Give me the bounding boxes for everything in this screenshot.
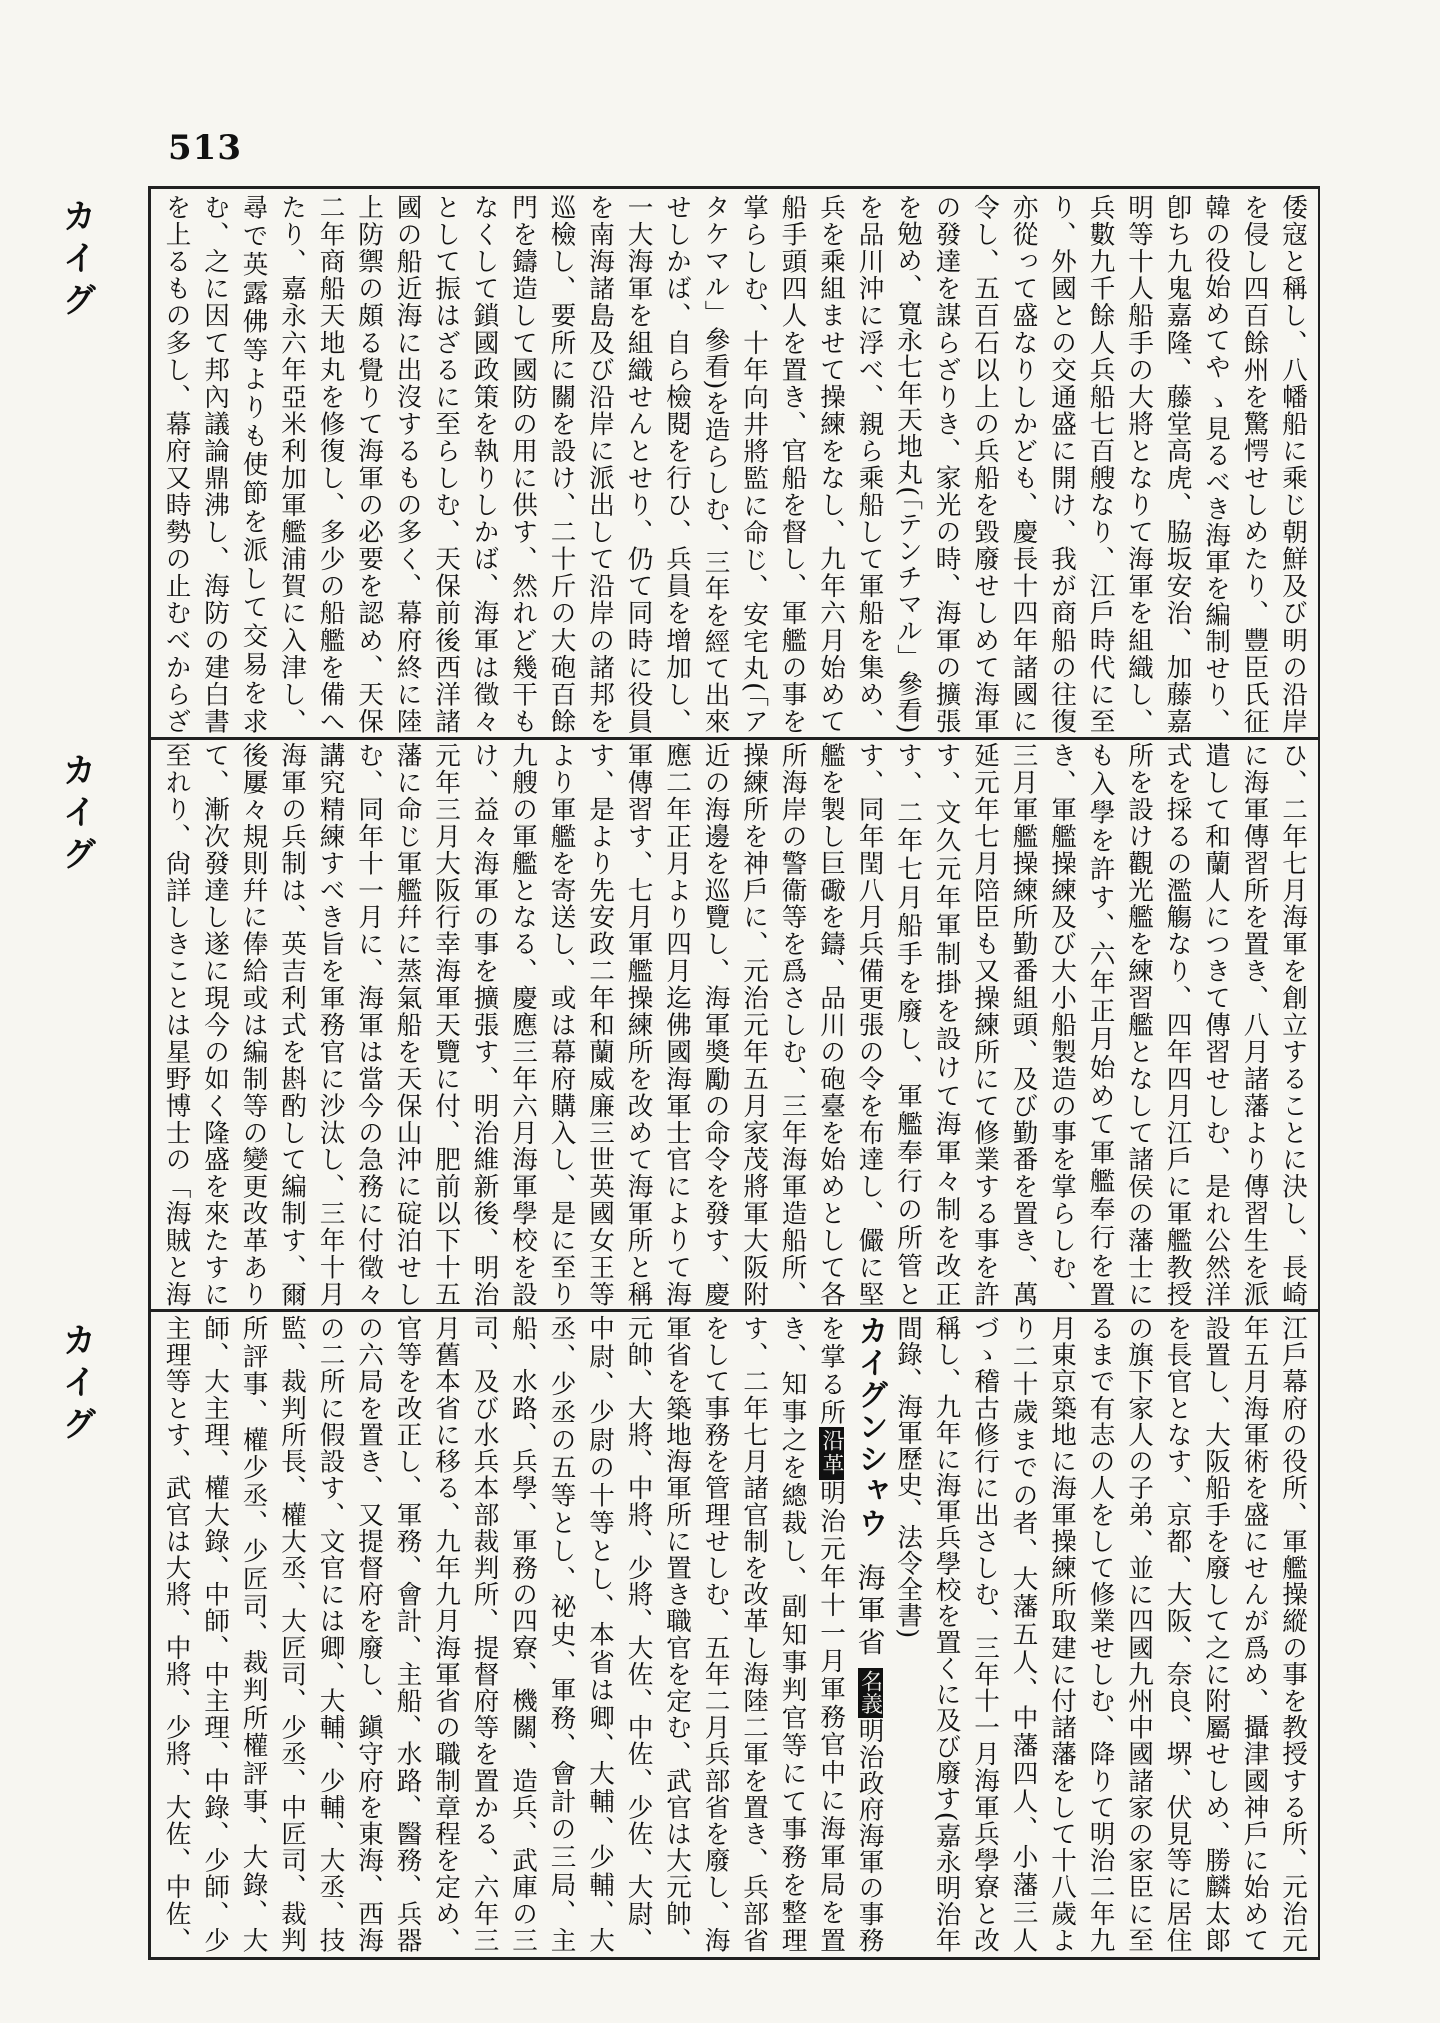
section-divider-1 <box>150 737 1320 740</box>
entry-heading-kanji: 海軍省 <box>853 1563 887 1660</box>
page-number: 513 <box>168 128 242 168</box>
body-text: ひ、二年七月海軍を創立することに決し、長崎に海軍傳習所を置き、八月諸藩より傳習生を派遣して和蘭人につきて傳習せしむ、是れ公然洋式を採るの濫觴なり、四年四月江戶に軍艦教授所を設け觀光艦を練習艦となして諸侯の藩士にも入學を許す、六年正月始めて軍艦奉行を置き、軍艦操練及び大小船製造の事を掌らしむ、三月軍艦操練所勤番組頭、及び勤番を置き、萬延元年七月陪臣も又操練所にて修業する事を許す、文久元年軍制掛を設けて海軍々制を改正す、二年七月船手を廢し、軍艦奉行の所管とす、同年閏八月兵備更張の令を布達し、儼に堅艦を製し巨礮を鑄、品川の砲臺を始めとして各所海岸の警衞等を爲さしむ、三年海軍造船所、操練所を神戶に、元治元年五月家茂將軍大阪附近の海邊を巡覽し、海軍奬勵の命令を發す、慶應二年正月より四月迄佛國海軍士官によりて海軍傳習す、七月軍艦操練所を改めて海軍所と稱す、是より先安政二年和蘭威廉三世英國女王等より軍艦を寄送し、或は幕府購入し、是に至り九艘の軍艦となる、慶應三年六月海軍學校を設け、益々海軍の事を擴張す、明治維新後、明治元年三月大阪行幸海軍天覽に付、肥前以下十五藩に命じ軍艦幷に蒸氣船を天保山沖に碇泊せしむ、同年十一月に、海軍は當今の急務に付徵々講究精練すべき旨を軍務官に沙汰し、三年十月海軍の兵制は、英吉利式を斟酌して編制す、爾後屢々規則幷に俸給或は編制等の變更改革ありて、漸次發達し遂に現今の如く隆盛を來たすに至れり、尙詳しきことは星野博士の「海賊と海 <box>161 742 1308 1307</box>
section-divider-2 <box>150 1309 1320 1312</box>
entry-heading: カイグンシャウ <box>852 1315 888 1540</box>
body-text: 明治政府海軍の事務を掌る所 <box>816 1315 885 1953</box>
margin-label-bottom: カイグ <box>56 1322 96 1448</box>
text-column <box>156 742 1312 1307</box>
body-text: 江戶幕府の役所、軍艦操縱の事を教授する所、元治元年五月海軍術を盛にせんが爲め、攝津國神戶に始めて設置し、大阪船手を廢して之に附屬せしめ、勝麟太郞を長官となす、京都、大阪、奈良、堺、伏見等に居住の旗下家人の子弟、並に四國九州中國諸家の家臣に至るまで有志の人をして修業せしむ、降りて明治二年九月東京築地に海軍操練所取建に付諸藩をして十八歲より二十歲までの者、大藩五人、中藩四人、小藩三人づゝ稽古修行に出さしむ、三年十一月海軍兵學寮と改稱し、九年に海軍兵學校を置くに及び廢す(嘉永明治年間錄、海軍歷史、法令全書) <box>893 1315 1308 1953</box>
text-column <box>156 1315 1312 1953</box>
section-kaigunshou <box>156 1315 1312 1953</box>
body-text: 倭寇と稱し、八幡船に乘じ朝鮮及び明の沿岸を侵し四百餘州を驚愕せしめたり、豐臣氏征韓の役始めてや ゝ見るべき海軍を編制せり、卽ち九鬼嘉隆、藤堂高虎、脇坂安治、加藤嘉明等十人船手の大將となりて海軍を組織し、兵數九千餘人兵船七百艘なり、江戶時代に至り、外國との交通盛に開け、我が商船の往復亦從って盛なりしかども、慶長十四年諸國に令し、五百石以上の兵船を毀廢せしめて海軍の發達を謀らざりき、家光の時、海軍の擴張を勉め、寬永七年天地丸(「テンチマル」參看)を品川沖に浮べ、親ら乘船して軍船を集め、兵を乘組ませて操練をなし、九年六月始めて船手頭四人を置き、官船を督し、軍艦の事を掌らしむ、十年向井將監に命じ、安宅丸(「アタケマル」參看)を造らしむ、三年を經て出來せしかば、自ら檢閱を行ひ、兵員を增加し、一大海軍を組織せんとせり、仍て同時に役員を南海諸島及び沿岸に派出して沿岸の諸邦を巡檢し、要所に關を設け、二十斤の大砲百餘門を鑄造して國防の用に供す、然れど幾干もなくして鎖國政策を執りしかば、海軍は徵々として振はざるに至らしむ、天保前後西洋諸國の船近海に出沒するもの多く、幕府終に陸上防禦の頗る覺りて海軍の必要を認め、天保二年商船天地丸を修復し、多少の船艦を備へたり、嘉永六年亞米利加軍艦浦賀に入津し、尋で英露佛等よりも使節を派して交易を求む、之に因て邦內議論鼎沸し、海防の建白書を上るもの多し、幕府又時勢の止むべからざ <box>161 194 1308 734</box>
section-kaigun-history <box>156 194 1312 734</box>
text-column <box>156 194 1312 734</box>
badge-meigi: 名義 <box>857 1670 883 1716</box>
margin-label-middle: カイグ <box>56 752 96 878</box>
badge-enkaku: 沿革 <box>819 1428 844 1478</box>
body-text: 明治元年十一月軍務官中に海軍局を置き、知事之を總裁し、副知事判官等にて事務を整理す、二年七月諸官制を改革し海陸二軍を置き、兵部省をして事務を管理せしむ、五年二月兵部省を廢し、海軍省を築地海軍所に置き職官を定む、武官は大元帥、元帥、大將、中將、少將、大佐、中佐、少佐、大尉、中尉、少尉の十等とし、本省は卿、大輔、少輔、大丞、少丞の五等とし、祕史、軍務、會計の三局、主船、水路、兵學、軍務の四寮、機關、造兵、武庫の三司、及び水兵本部裁判所、提督府等を置かる、六年三月舊本省に移る、九年九月海軍省の職制章程を定め、官等を改正し、軍務、會計、主船、水路、醫務、兵器の六局を置き、又提督府を廢し、鎭守府を東海、西海の二所に假設す、文官には卿、大輔、少輔、大丞、技監、裁判所長、權大丞、大匠司、少丞、中匠司、裁判所評事、權少丞、少匠司、裁判所權評事、大錄、大師、大主理、權大錄、中師、中主理、中錄、少師、少主理等とす、武官は大將、中將、少將、大佐、中佐、 <box>161 1315 846 1953</box>
section-kaigun-sourenjo <box>156 742 1312 1307</box>
margin-label-top: カイグ <box>56 198 96 324</box>
